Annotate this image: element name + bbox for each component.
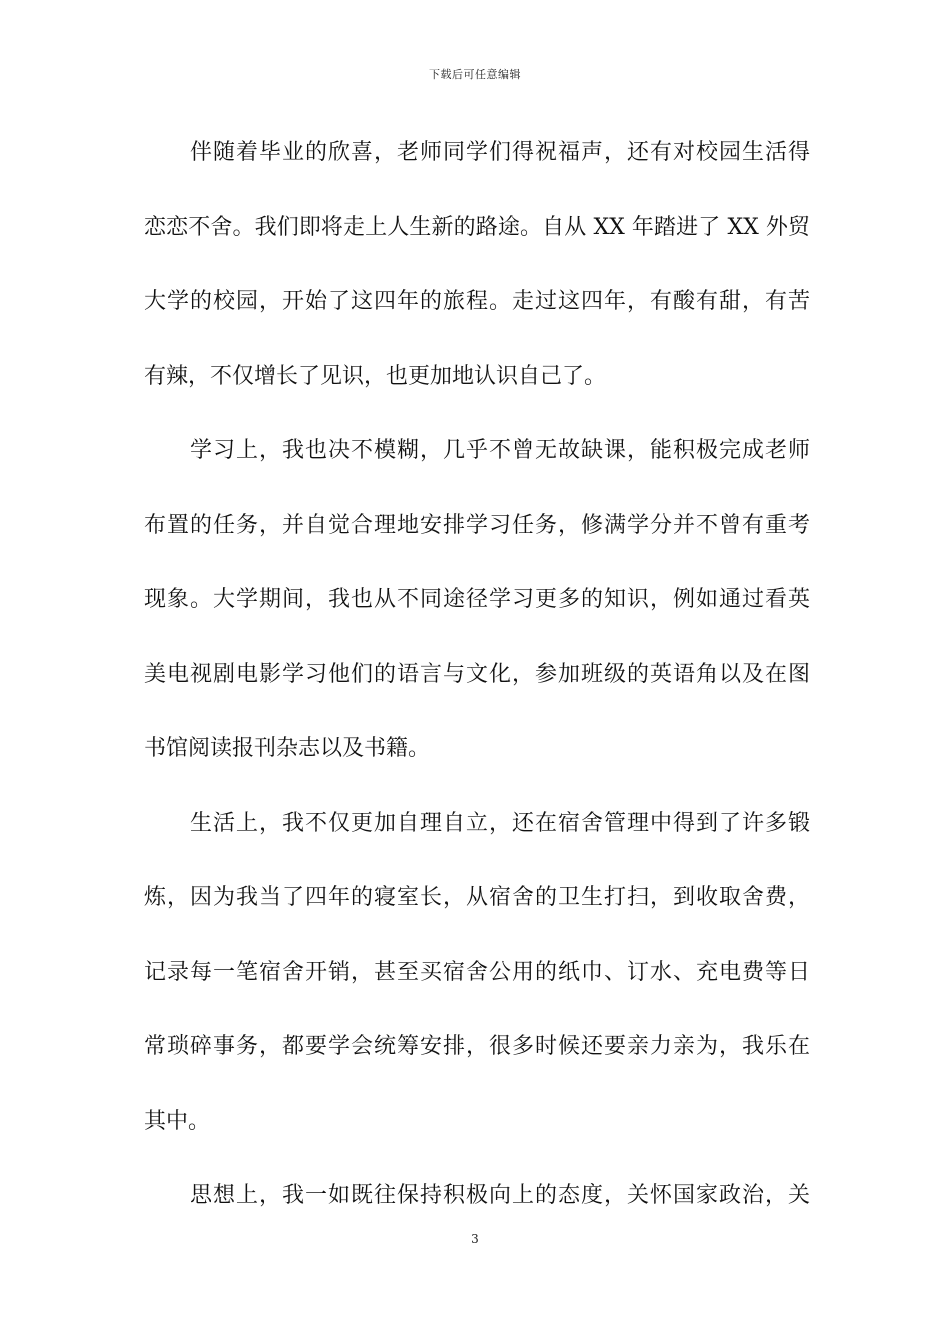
text-line: 记录每一笔宿舍开销，甚至买宿舍公用的纸巾、订水、充电费等日 xyxy=(144,959,810,985)
text-line: 美电视剧电影学习他们的语言与文化，参加班级的英语角以及在图 xyxy=(144,661,810,687)
text-line: 生活上，我不仅更加自理自立，还在宿舍管理中得到了许多锻 xyxy=(190,810,810,836)
text-line: 学习上，我也决不模糊，几乎不曾无故缺课，能积极完成老师 xyxy=(190,438,810,463)
text-line: 炼，因为我当了四年的寝室长，从宿舍的卫生打扫，到收取舍费， xyxy=(144,885,810,910)
document-body xyxy=(144,131,810,1249)
page-header: 下载后可任意编辑 xyxy=(429,68,521,81)
page-number: 3 xyxy=(471,1232,479,1246)
text-line: 大学的校园，开始了这四年的旅程。走过这四年，有酸有甜，有苦 xyxy=(144,289,810,314)
text-line: 常琐碎事务，都要学会统筹安排，很多时候还要亲力亲为，我乐在 xyxy=(144,1034,810,1059)
text-line: 伴随着毕业的欣喜，老师同学们得祝福声，还有对校园生活得 xyxy=(190,140,810,165)
text-line: 其中。 xyxy=(144,1108,211,1134)
text-line: 有辣，不仅增长了见识，也更加地认识自己了。 xyxy=(144,363,607,389)
text-line: 书馆阅读报刊杂志以及书籍。 xyxy=(144,736,431,761)
text-line: 现象。大学期间，我也从不同途径学习更多的知识，例如通过看英 xyxy=(144,587,810,612)
text-line: 思想上，我一如既往保持积极向上的态度，关怀国家政治，关 xyxy=(190,1183,810,1208)
text-line: 布置的任务，并自觉合理地安排学习任务，修满学分并不曾有重考 xyxy=(144,512,810,538)
text-line: 恋恋不舍。我们即将走上人生新的路途。自从 XX 年踏进了 XX 外贸 xyxy=(144,214,810,240)
